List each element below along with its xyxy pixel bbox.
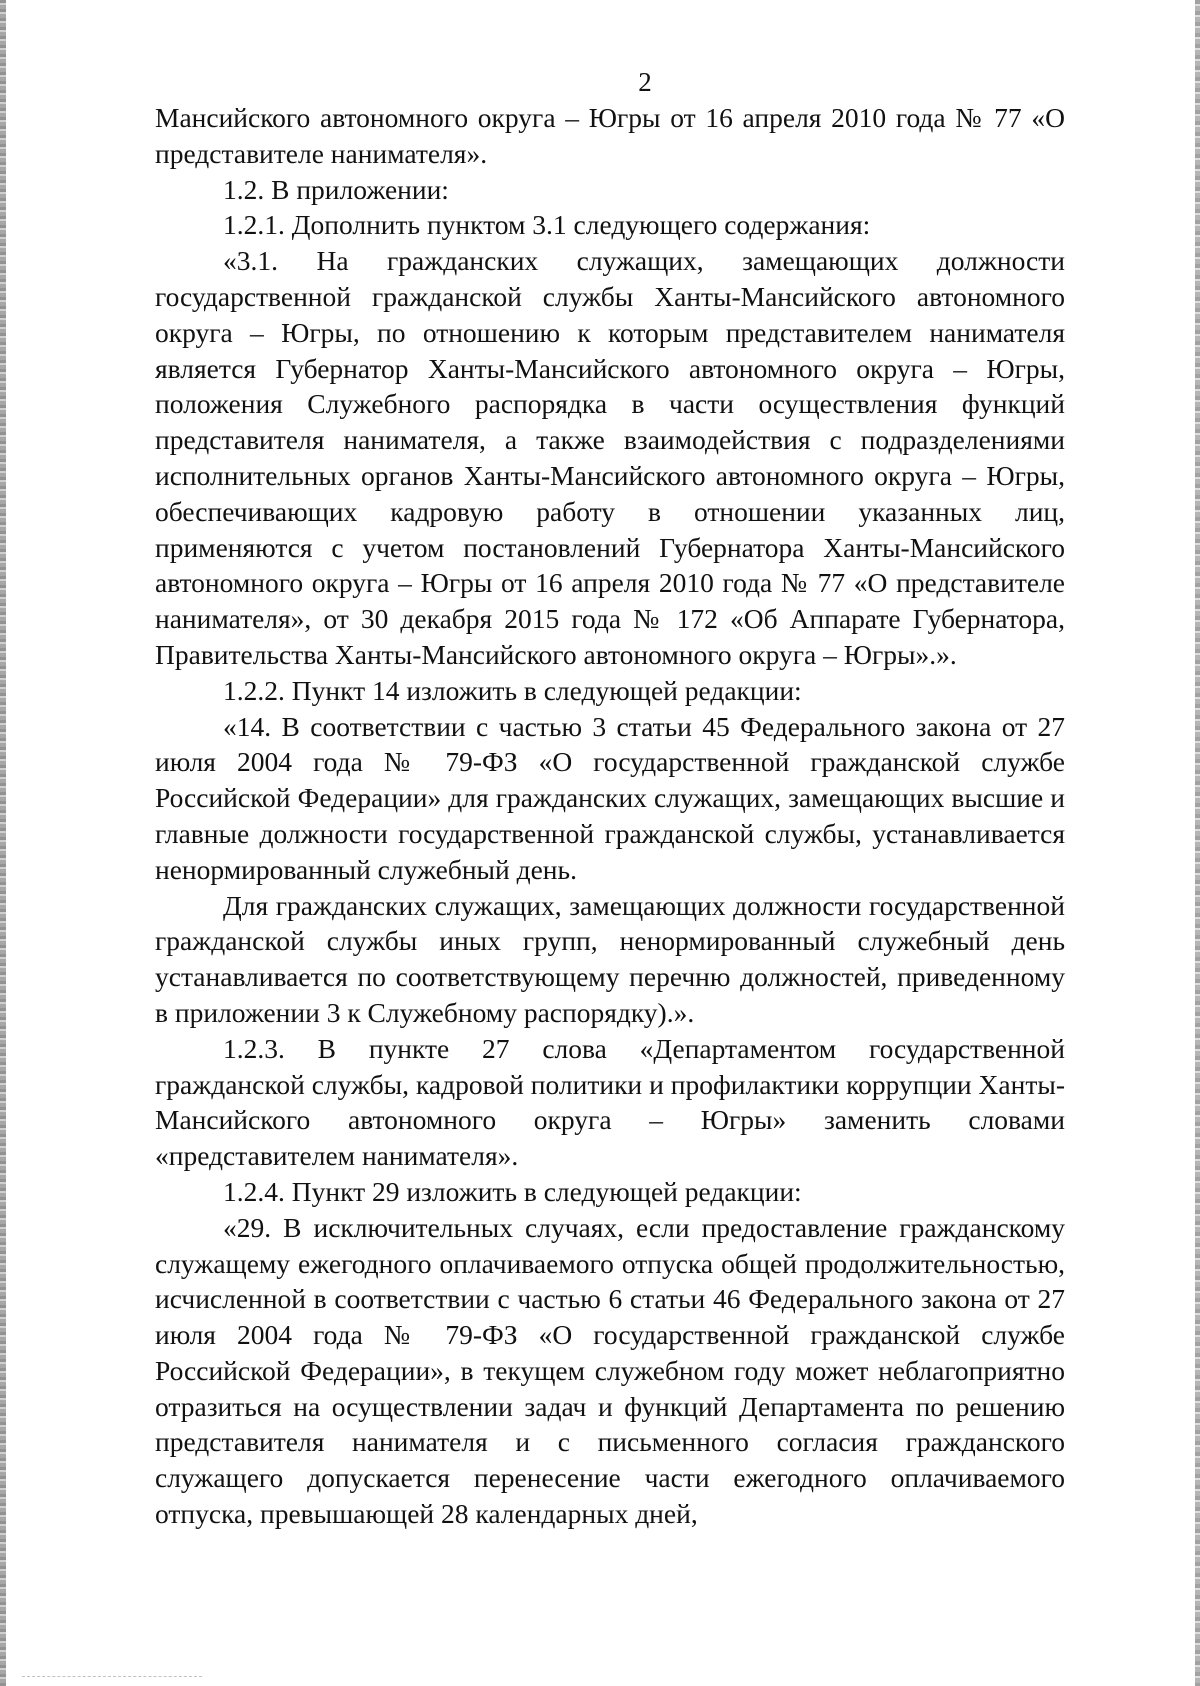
scan-edge-right <box>1195 0 1200 1686</box>
paragraph-item-3-1: «3.1. На гражданских служащих, замещающих должности государственной гражданской службы Ханты-Мансийского автономного округа – Югры, по отношению к которым представителем нанимателя является Губернатор Ханты-Мансийского автономного округа – Югры, положения Служебного распорядка в части осуществления функций представителя нанимателя, а также взаимодействия с подразделениями исполнительных органов Ханты-Мансийского автономного округа – Югры, обеспечивающих кадровую работу в отношении указанных лиц, применяются с учетом постановлений Губернатора Ханты-Мансийского автономного округа – Югры от 16 апреля 2010 года № 77 «О представителе нанимателя», от 30 декабря 2015 года № 172 «Об Аппарате Губернатора, Правительства Ханты-Мансийского автономного округа – Югры».». <box>155 245 1065 670</box>
paragraph-item-29: «29. В исключительных случаях, если предоставление гражданскому служащему ежегодного оплачиваемого отпуска общей продолжительностью, исчисленной в соответствии с частью 6 статьи 46 Федерального закона от 27 июля 2004 года № 79-ФЗ «О государственной гражданской службе Российской Федерации», в текущем служебном году может неблагоприятно отразиться на осуществлении задач и функций Департамента по решению представителя нанимателя и с письменного согласия гражданского служащего допускается перенесение части ежегодного оплачиваемого отпуска, превышающей 28 календарных дней, <box>155 1211 1065 1530</box>
scan-edge-left <box>0 0 6 1686</box>
paragraph-1-2-4: 1.2.4. Пункт 29 изложить в следующей редакции: <box>223 1175 802 1207</box>
paragraph-1-2: 1.2. В приложении: <box>223 173 449 205</box>
paragraph-1-2-1: 1.2.1. Дополнить пунктом 3.1 следующего содержания: <box>223 209 871 241</box>
paragraph-item-14: «14. В соответствии с частью 3 статьи 45 Федерального закона от 27 июля 2004 года № 79-ФЗ «О государственной гражданской службе Российской Федерации» для гражданских служащих, замещающих высшие и главные должности государственной гражданской службы, устанавливается ненормированный служебный день. <box>155 710 1065 885</box>
paragraph-1-2-3: 1.2.3. В пункте 27 слова «Департаментом государственной гражданской службы, кадровой политики и профилактики коррупции Ханты-Мансийского автономного округа – Югры» заменить словами «представителем нанимателя». <box>155 1032 1065 1172</box>
paragraph-item-14-part-2: Для гражданских служащих, замещающих должности государственной гражданской службы иных групп, ненормированный служебный день устанавливается по соответствующему перечню должностей, приведенному в приложении 3 к Служебному распорядку).». <box>155 889 1065 1028</box>
paragraph-1-2-2: 1.2.2. Пункт 14 изложить в следующей редакции: <box>223 674 802 706</box>
paragraph-continuation: Мансийского автономного округа – Югры от 16 апреля 2010 года № 77 «О представителе нанимателя». <box>155 102 1065 169</box>
document-body <box>155 100 1065 1532</box>
scan-bottom-marks <box>22 1676 202 1681</box>
page-number: 2 <box>638 67 652 97</box>
